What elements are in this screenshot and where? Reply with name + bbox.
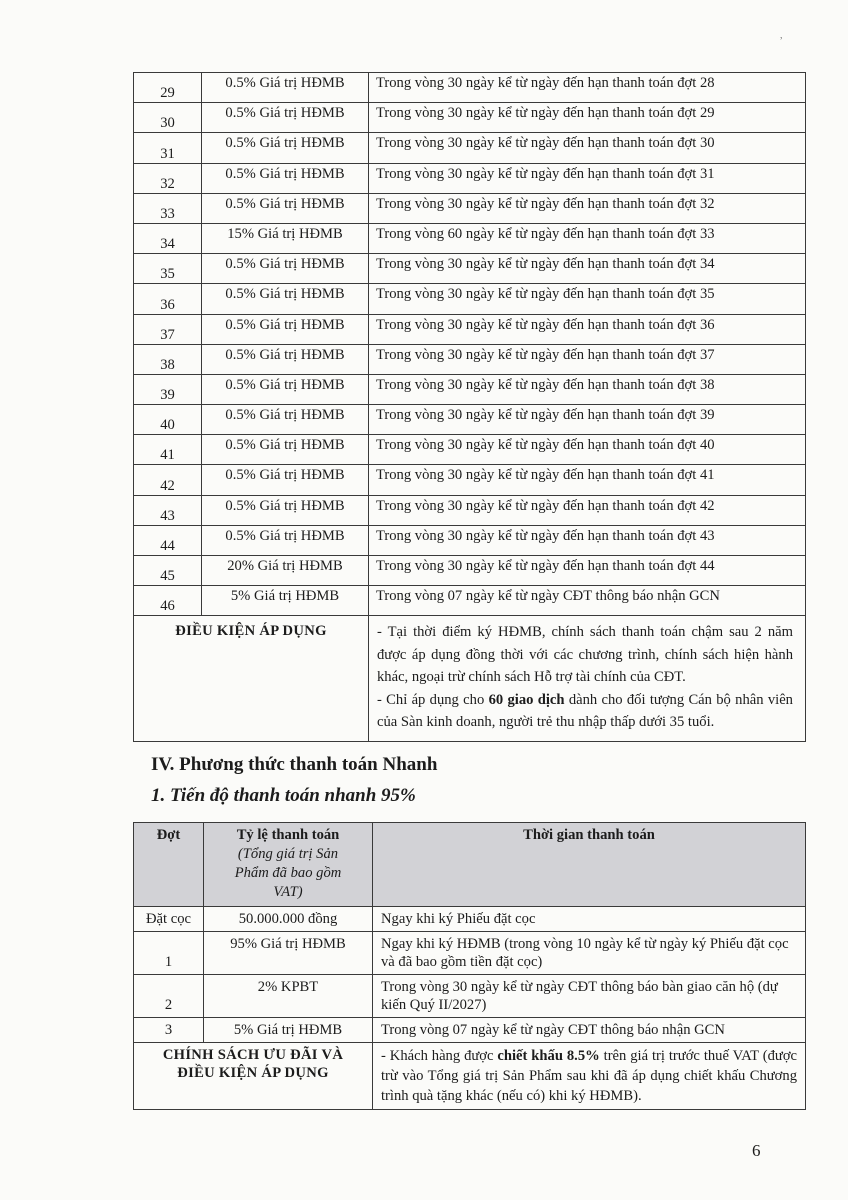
policy-bold: chiết khấu 8.5% xyxy=(497,1048,600,1064)
payment-rate: 0.5% Giá trị HĐMB xyxy=(202,163,369,193)
payment-rate: 0.5% Giá trị HĐMB xyxy=(202,314,369,344)
schedule-row xyxy=(134,495,806,525)
conditions-paragraph-1: - Tại thời điểm ký HĐMB, chính sách thanh toán chậm sau 2 năm được áp dụng đồng thời với các chương trình, chính sách hiện hành khác, ngoại trừ chính sách Hỗ trợ tài chính của CĐT. xyxy=(377,624,793,686)
payment-schedule-table xyxy=(133,72,806,742)
payment-rate: 0.5% Giá trị HĐMB xyxy=(202,254,369,284)
fast-rate: 5% Giá trị HĐMB xyxy=(204,1018,373,1043)
payment-deadline: Trong vòng 30 ngày kể từ ngày đến hạn thanh toán đợt 29 xyxy=(369,103,806,133)
fast-rate: 2% KPBT xyxy=(204,975,373,1018)
installment-number: 31 xyxy=(134,133,202,163)
payment-deadline: Trong vòng 30 ngày kể từ ngày đến hạn thanh toán đợt 30 xyxy=(369,133,806,163)
installment-number: 39 xyxy=(134,374,202,404)
schedule-row xyxy=(134,465,806,495)
fast-installment: 2 xyxy=(134,975,204,1018)
header-rate xyxy=(204,823,373,907)
fast-row xyxy=(134,932,806,975)
header-rate-main: Tỷ lệ thanh toán xyxy=(236,827,340,843)
installment-number: 43 xyxy=(134,495,202,525)
schedule-row xyxy=(134,193,806,223)
section-title: IV. Phương thức thanh toán Nhanh xyxy=(151,754,438,775)
fast-rate: 50.000.000 đồng xyxy=(204,907,373,932)
conditions-para2-prefix: - Chỉ áp dụng cho xyxy=(377,691,489,708)
payment-rate: 0.5% Giá trị HĐMB xyxy=(202,525,369,555)
payment-deadline: Trong vòng 30 ngày kể từ ngày đến hạn thanh toán đợt 41 xyxy=(369,465,806,495)
payment-rate: 15% Giá trị HĐMB xyxy=(202,223,369,253)
payment-rate: 0.5% Giá trị HĐMB xyxy=(202,344,369,374)
page-number: 6 xyxy=(752,1141,761,1160)
payment-schedule-body xyxy=(134,73,806,616)
payment-deadline: Trong vòng 30 ngày kể từ ngày đến hạn thanh toán đợt 38 xyxy=(369,374,806,404)
installment-number: 34 xyxy=(134,223,202,253)
policy-row xyxy=(134,1043,806,1110)
policy-suffix: trên giá trị trước thuế VAT (được trừ vào Tổng giá trị Sản Phẩm sau khi đã áp dụng chiết khấu Chương trình quà tặng khác (nếu có) khi ký HĐMB). xyxy=(381,1048,798,1104)
conditions-para2-bold: 60 giao dịch xyxy=(488,691,565,708)
payment-rate: 0.5% Giá trị HĐMB xyxy=(202,133,369,163)
header-rate-sub: (Tổng giá trị Sản Phẩm đã bao gồm VAT) xyxy=(234,846,342,900)
fast-rate: 95% Giá trị HĐMB xyxy=(204,932,373,975)
schedule-row xyxy=(134,284,806,314)
conditions-text xyxy=(369,616,806,742)
installment-number: 29 xyxy=(134,73,202,103)
payment-deadline: Trong vòng 30 ngày kể từ ngày đến hạn thanh toán đợt 35 xyxy=(369,284,806,314)
fast-time: Ngay khi ký HĐMB (trong vòng 10 ngày kể từ ngày ký Phiếu đặt cọc và đã bao gồm tiền đặt cọc) xyxy=(373,932,806,975)
fast-installment: Đặt cọc xyxy=(134,907,204,932)
schedule-row xyxy=(134,223,806,253)
payment-deadline: Trong vòng 30 ngày kể từ ngày đến hạn thanh toán đợt 43 xyxy=(369,525,806,555)
payment-deadline: Trong vòng 30 ngày kể từ ngày đến hạn thanh toán đợt 34 xyxy=(369,254,806,284)
installment-number: 40 xyxy=(134,405,202,435)
schedule-row xyxy=(134,374,806,404)
payment-rate: 0.5% Giá trị HĐMB xyxy=(202,405,369,435)
schedule-row xyxy=(134,586,806,616)
installment-number: 37 xyxy=(134,314,202,344)
fast-payment-body xyxy=(134,907,806,1043)
installment-number: 30 xyxy=(134,103,202,133)
payment-rate: 0.5% Giá trị HĐMB xyxy=(202,193,369,223)
fast-time: Trong vòng 07 ngày kể từ ngày CĐT thông báo nhận GCN xyxy=(373,1018,806,1043)
header-installment: Đợt xyxy=(134,823,204,907)
payment-rate: 0.5% Giá trị HĐMB xyxy=(202,465,369,495)
payment-rate: 5% Giá trị HĐMB xyxy=(202,586,369,616)
conditions-label: ĐIỀU KIỆN ÁP DỤNG xyxy=(134,616,369,742)
installment-number: 32 xyxy=(134,163,202,193)
fast-time: Trong vòng 30 ngày kể từ ngày CĐT thông báo bàn giao căn hộ (dự kiến Quý II/2027) xyxy=(373,975,806,1018)
schedule-row xyxy=(134,73,806,103)
subsection-title: 1. Tiến độ thanh toán nhanh 95% xyxy=(151,785,416,806)
payment-rate: 0.5% Giá trị HĐMB xyxy=(202,73,369,103)
fast-payment-table xyxy=(133,822,806,1110)
schedule-row xyxy=(134,405,806,435)
payment-deadline: Trong vòng 30 ngày kể từ ngày đến hạn thanh toán đợt 32 xyxy=(369,193,806,223)
fast-installment: 1 xyxy=(134,932,204,975)
payment-deadline: Trong vòng 30 ngày kể từ ngày đến hạn thanh toán đợt 36 xyxy=(369,314,806,344)
payment-rate: 0.5% Giá trị HĐMB xyxy=(202,103,369,133)
fast-installment: 3 xyxy=(134,1018,204,1043)
schedule-row xyxy=(134,254,806,284)
conditions-row xyxy=(134,616,806,742)
installment-number: 35 xyxy=(134,254,202,284)
installment-number: 33 xyxy=(134,193,202,223)
fast-time: Ngay khi ký Phiếu đặt cọc xyxy=(373,907,806,932)
payment-deadline: Trong vòng 60 ngày kể từ ngày đến hạn thanh toán đợt 33 xyxy=(369,223,806,253)
payment-rate: 0.5% Giá trị HĐMB xyxy=(202,435,369,465)
payment-rate: 0.5% Giá trị HĐMB xyxy=(202,374,369,404)
conditions-paragraph-2 xyxy=(377,689,793,734)
payment-deadline: Trong vòng 30 ngày kể từ ngày đến hạn thanh toán đợt 31 xyxy=(369,163,806,193)
installment-number: 42 xyxy=(134,465,202,495)
schedule-row xyxy=(134,435,806,465)
schedule-row xyxy=(134,556,806,586)
installment-number: 38 xyxy=(134,344,202,374)
schedule-row xyxy=(134,163,806,193)
fast-row xyxy=(134,907,806,932)
policy-prefix: - Khách hàng được xyxy=(381,1048,498,1064)
fast-row xyxy=(134,1018,806,1043)
payment-deadline: Trong vòng 07 ngày kể từ ngày CĐT thông báo nhận GCN xyxy=(369,586,806,616)
conditions-para2-suffix: dành cho đối tượng Cán bộ nhân viên của Sàn kinh doanh, người trẻ thu nhập thấp dưới 35 tuổi. xyxy=(377,691,793,731)
payment-rate: 0.5% Giá trị HĐMB xyxy=(202,495,369,525)
payment-deadline: Trong vòng 30 ngày kể từ ngày đến hạn thanh toán đợt 28 xyxy=(369,73,806,103)
schedule-row xyxy=(134,525,806,555)
payment-deadline: Trong vòng 30 ngày kể từ ngày đến hạn thanh toán đợt 42 xyxy=(369,495,806,525)
installment-number: 44 xyxy=(134,525,202,555)
header-time: Thời gian thanh toán xyxy=(373,823,806,907)
installment-number: 45 xyxy=(134,556,202,586)
installment-number: 41 xyxy=(134,435,202,465)
payment-rate: 20% Giá trị HĐMB xyxy=(202,556,369,586)
payment-deadline: Trong vòng 30 ngày kể từ ngày đến hạn thanh toán đợt 39 xyxy=(369,405,806,435)
payment-deadline: Trong vòng 30 ngày kể từ ngày đến hạn thanh toán đợt 37 xyxy=(369,344,806,374)
policy-label: CHÍNH SÁCH ƯU ĐÃI VÀ ĐIỀU KIỆN ÁP DỤNG xyxy=(134,1043,373,1110)
payment-deadline: Trong vòng 30 ngày kể từ ngày đến hạn thanh toán đợt 40 xyxy=(369,435,806,465)
payment-rate: 0.5% Giá trị HĐMB xyxy=(202,284,369,314)
schedule-row xyxy=(134,133,806,163)
schedule-row xyxy=(134,314,806,344)
installment-number: 36 xyxy=(134,284,202,314)
schedule-row xyxy=(134,344,806,374)
fast-row xyxy=(134,975,806,1018)
policy-text xyxy=(373,1043,806,1110)
schedule-row xyxy=(134,103,806,133)
payment-deadline: Trong vòng 30 ngày kể từ ngày đến hạn thanh toán đợt 44 xyxy=(369,556,806,586)
scan-mark: , xyxy=(780,30,783,41)
installment-number: 46 xyxy=(134,586,202,616)
fast-table-header-row xyxy=(134,823,806,907)
